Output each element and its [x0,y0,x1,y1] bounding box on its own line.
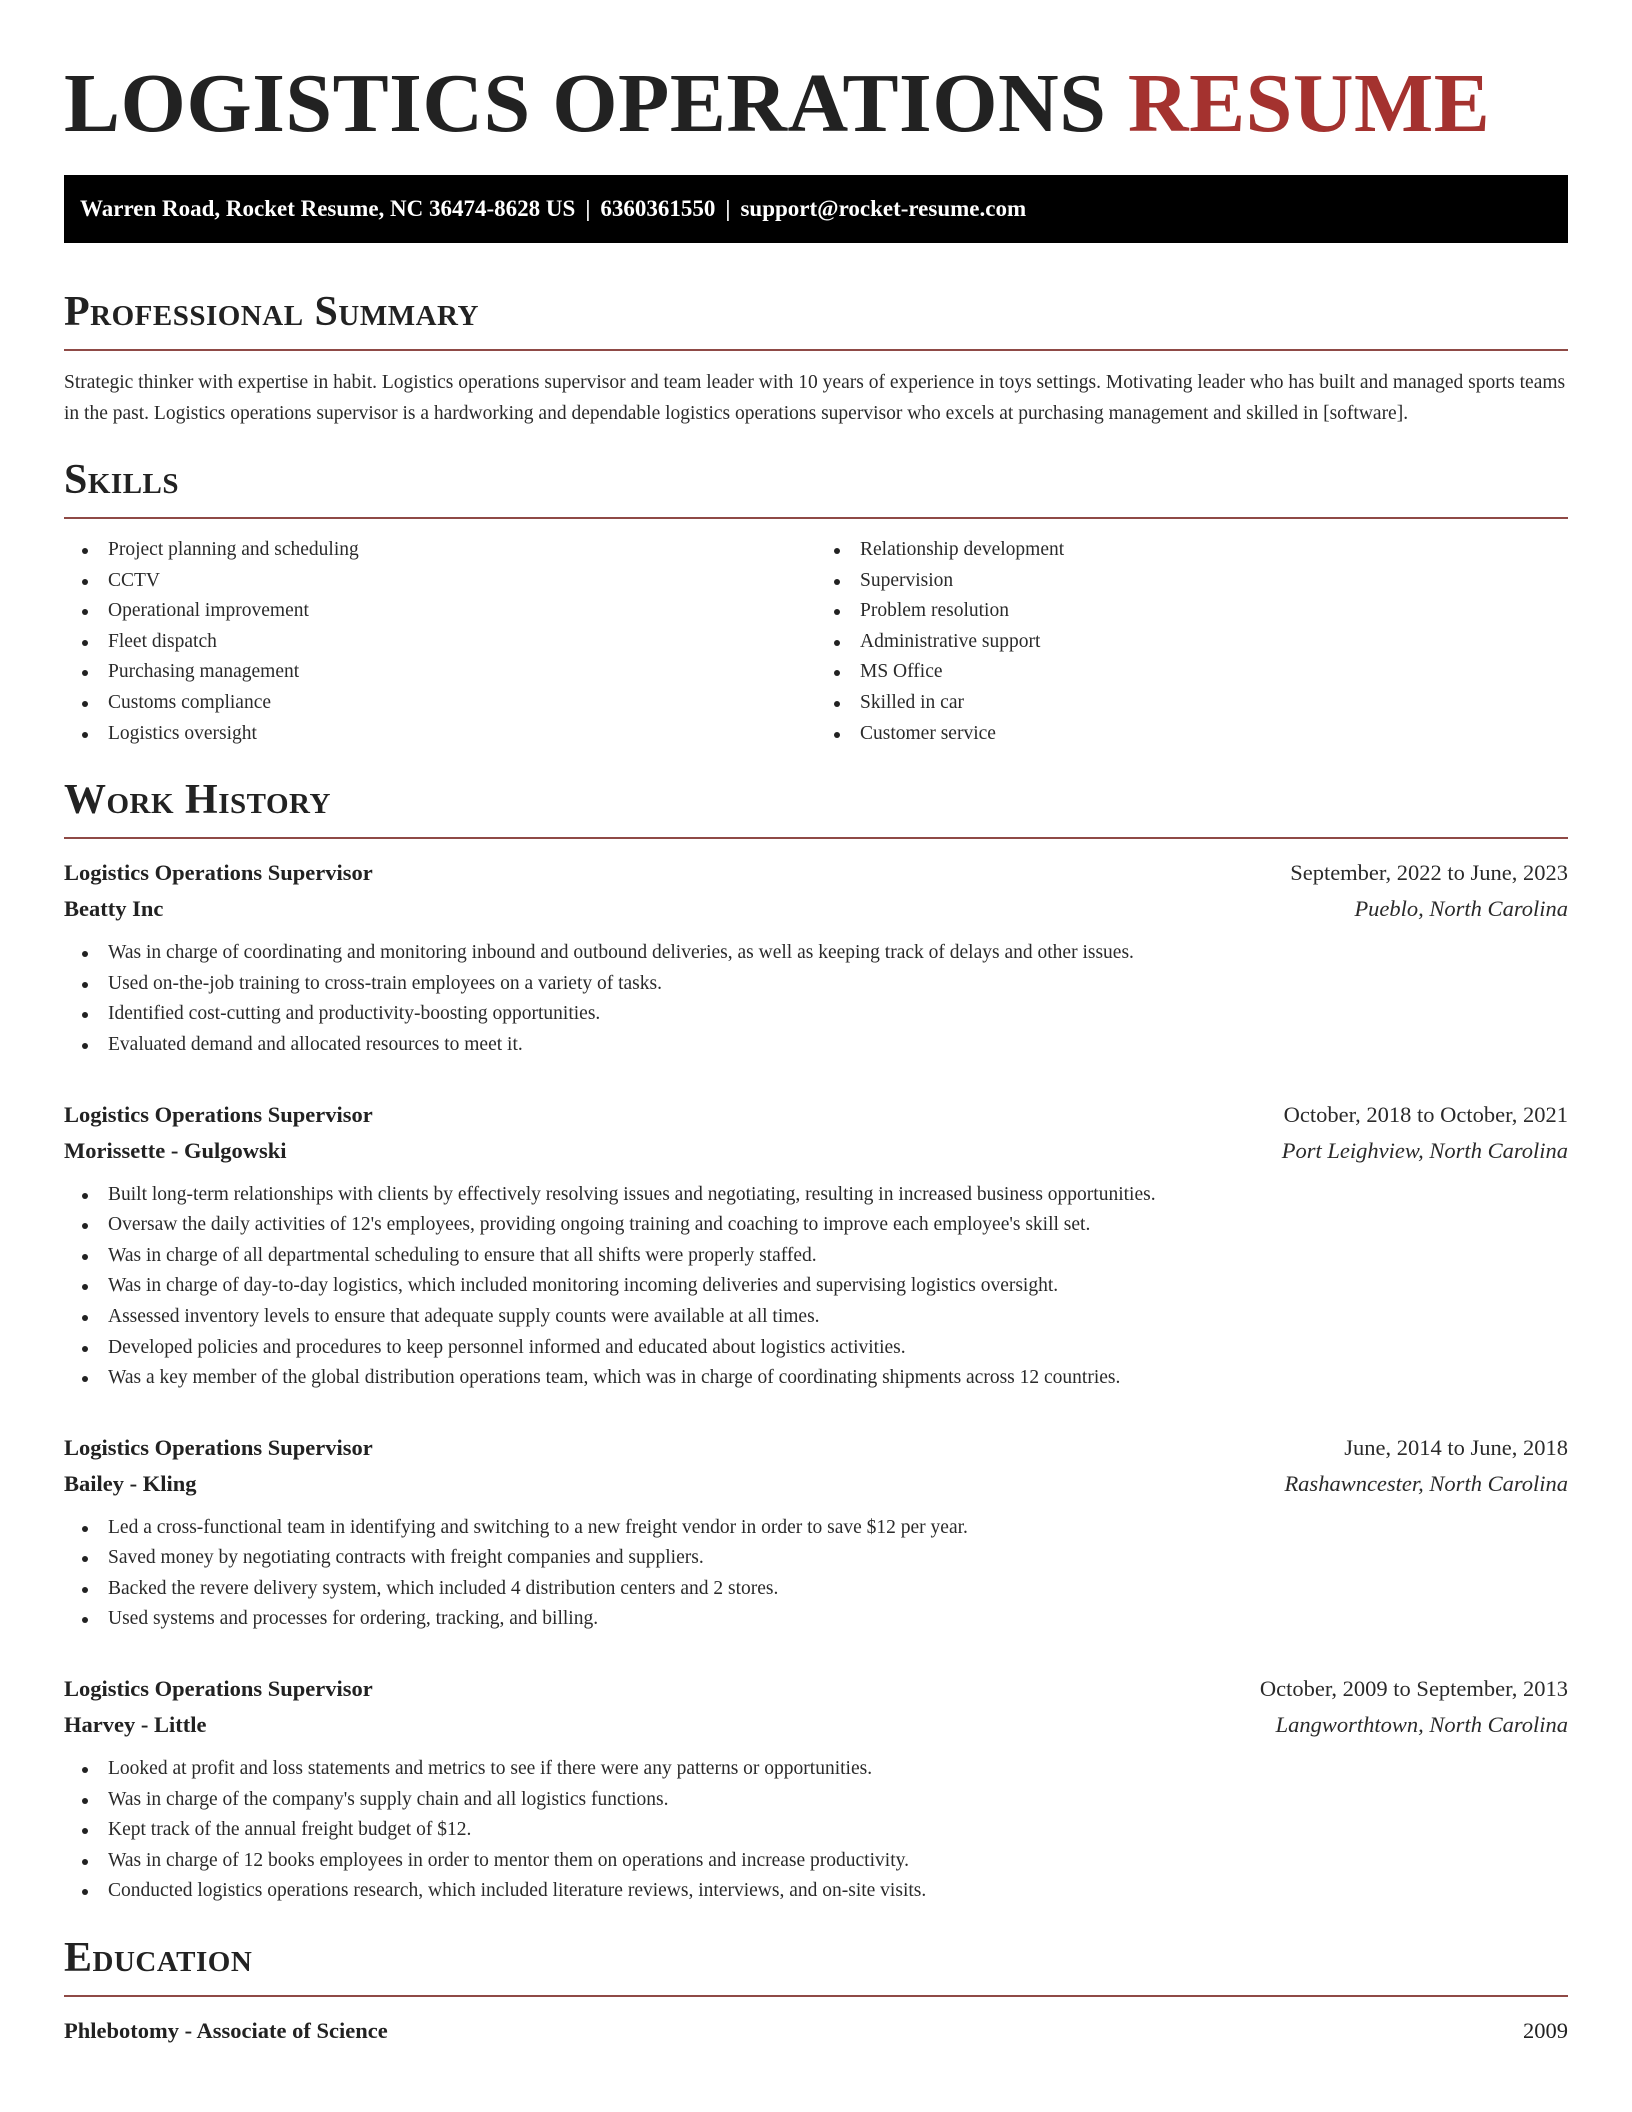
education-year: 2009 [1523,2018,1568,2044]
job-entry [64,1097,1568,1394]
skill-item: Operational improvement [64,596,816,627]
job-bullet: Led a cross-functional team in identifying and switching to a new freight vendor in order to save $12 per year. [64,1513,1568,1544]
skill-item: Relationship development [816,535,1568,566]
job-bullet: Looked at profit and loss statements and metrics to see if there were any patterns or opportunities. [64,1754,1568,1785]
skill-item: Logistics oversight [64,719,816,750]
contact-address: Warren Road, Rocket Resume, NC 36474-8628 US [80,196,576,221]
job-dates: October, 2018 to October, 2021 [1283,1101,1568,1127]
section-divider [64,837,1568,839]
summary-text: Strategic thinker with expertise in habit. Logistics operations supervisor and team leader with 10 years of experience in toys settings. Motivating leader who has built and managed sports teams in the past. Logistics operations supervisor is a hardworking and dependable logistics operations supervisor who excels at purchasing management and skilled in [software]. [64,372,1566,424]
skill-item: Customs compliance [64,688,816,719]
skills-section [64,455,1568,749]
skill-item: Project planning and scheduling [64,535,816,566]
education-heading: Education [64,1935,253,1982]
job-dates: October, 2009 to September, 2013 [1259,1676,1568,1702]
skill-item: Purchasing management [64,657,816,688]
job-bullets [64,1513,1568,1635]
job-entry [64,1671,1568,1907]
job-bullets [64,1180,1568,1394]
job-bullet: Conducted logistics operations research, which included literature reviews, interviews, and on-site visits. [64,1876,1568,1907]
title-accent: RESUME [1127,57,1491,150]
contact-separator: | [725,196,731,221]
skill-item: MS Office [816,657,1568,688]
job-bullet: Used systems and processes for ordering, tracking, and billing. [64,1604,1568,1635]
job-bullet: Was a key member of the global distribution operations team, which was in charge of coordinating shipments across 12 countries. [64,1363,1568,1394]
job-entry [64,1430,1568,1635]
job-entry [64,855,1568,1060]
job-title: Logistics Operations Supervisor [64,860,373,886]
skill-item: Customer service [816,719,1568,750]
job-bullet: Was in charge of 12 books employees in order to mentor them on operations and increase productivity. [64,1846,1568,1877]
contact-separator: | [585,196,591,221]
skill-item: CCTV [64,566,816,597]
job-bullet: Was in charge of the company's supply chain and all logistics functions. [64,1785,1568,1816]
skills-list-left [64,535,816,749]
job-dates: June, 2014 to June, 2018 [1344,1434,1568,1460]
summary-section [64,287,1568,429]
section-divider [64,349,1568,351]
job-bullet: Evaluated demand and allocated resources to meet it. [64,1030,1568,1061]
section-divider [64,1995,1568,1997]
education-degree: Phlebotomy - Associate of Science [64,2018,388,2044]
skill-item: Problem resolution [816,596,1568,627]
job-bullet: Developed policies and procedures to keep personnel informed and educated about logistics activities. [64,1333,1568,1364]
job-title: Logistics Operations Supervisor [64,1101,373,1127]
work-history-heading: Work History [64,777,331,824]
contact-email: support@rocket-resume.com [740,196,1027,221]
skill-item: Administrative support [816,627,1568,658]
job-bullet: Was in charge of all departmental scheduling to ensure that all shifts were properly staffed. [64,1241,1568,1272]
skills-columns [64,535,1568,749]
job-bullets [64,1754,1568,1907]
job-bullet: Assessed inventory levels to ensure that adequate supply counts were available at all times. [64,1302,1568,1333]
job-bullet: Oversaw the daily activities of 12's employees, providing ongoing training and coaching to improve each employee's skill set. [64,1210,1568,1241]
job-dates: September, 2022 to June, 2023 [1290,860,1568,886]
job-company: Bailey - Kling [64,1470,197,1496]
job-bullets [64,938,1568,1060]
skill-item: Fleet dispatch [64,627,816,658]
job-bullet: Identified cost-cutting and productivity-boosting opportunities. [64,999,1568,1030]
job-location: Langworthtown, North Carolina [1275,1712,1568,1738]
skills-heading: Skills [64,457,180,503]
job-bullet: Was in charge of coordinating and monitoring inbound and outbound deliveries, as well as keeping track of delays and other issues. [64,938,1568,969]
skills-list-right [816,535,1568,749]
job-title: Logistics Operations Supervisor [64,1434,373,1460]
job-bullet: Kept track of the annual freight budget of $12. [64,1815,1568,1846]
education-section [64,1933,1568,2049]
education-entry [64,2013,1568,2049]
section-divider [64,517,1568,519]
job-location: Rashawncester, North Carolina [1284,1470,1568,1496]
job-location: Port Leighview, North Carolina [1281,1137,1568,1163]
job-bullet: Was in charge of day-to-day logistics, which included monitoring incoming deliveries and supervising logistics oversight. [64,1271,1568,1302]
job-company: Beatty Inc [64,896,164,922]
skill-item: Supervision [816,566,1568,597]
contact-bar [64,175,1568,243]
job-bullet: Built long-term relationships with clients by effectively resolving issues and negotiating, resulting in increased business opportunities. [64,1180,1568,1211]
resume-title [64,0,1568,150]
job-company: Morissette - Gulgowski [64,1137,287,1163]
contact-phone: 6360361550 [600,196,716,221]
summary-heading: Professional Summary [64,289,479,335]
job-company: Harvey - Little [64,1712,207,1738]
job-title: Logistics Operations Supervisor [64,1676,373,1702]
work-history-section [64,775,1568,1907]
job-bullet: Used on-the-job training to cross-train employees on a variety of tasks. [64,969,1568,1000]
job-bullet: Saved money by negotiating contracts with freight companies and suppliers. [64,1543,1568,1574]
title-main: LOGISTICS OPERATIONS [64,57,1107,150]
job-bullet: Backed the revere delivery system, which included 4 distribution centers and 2 stores. [64,1574,1568,1605]
job-location: Pueblo, North Carolina [1354,896,1568,922]
skill-item: Skilled in car [816,688,1568,719]
